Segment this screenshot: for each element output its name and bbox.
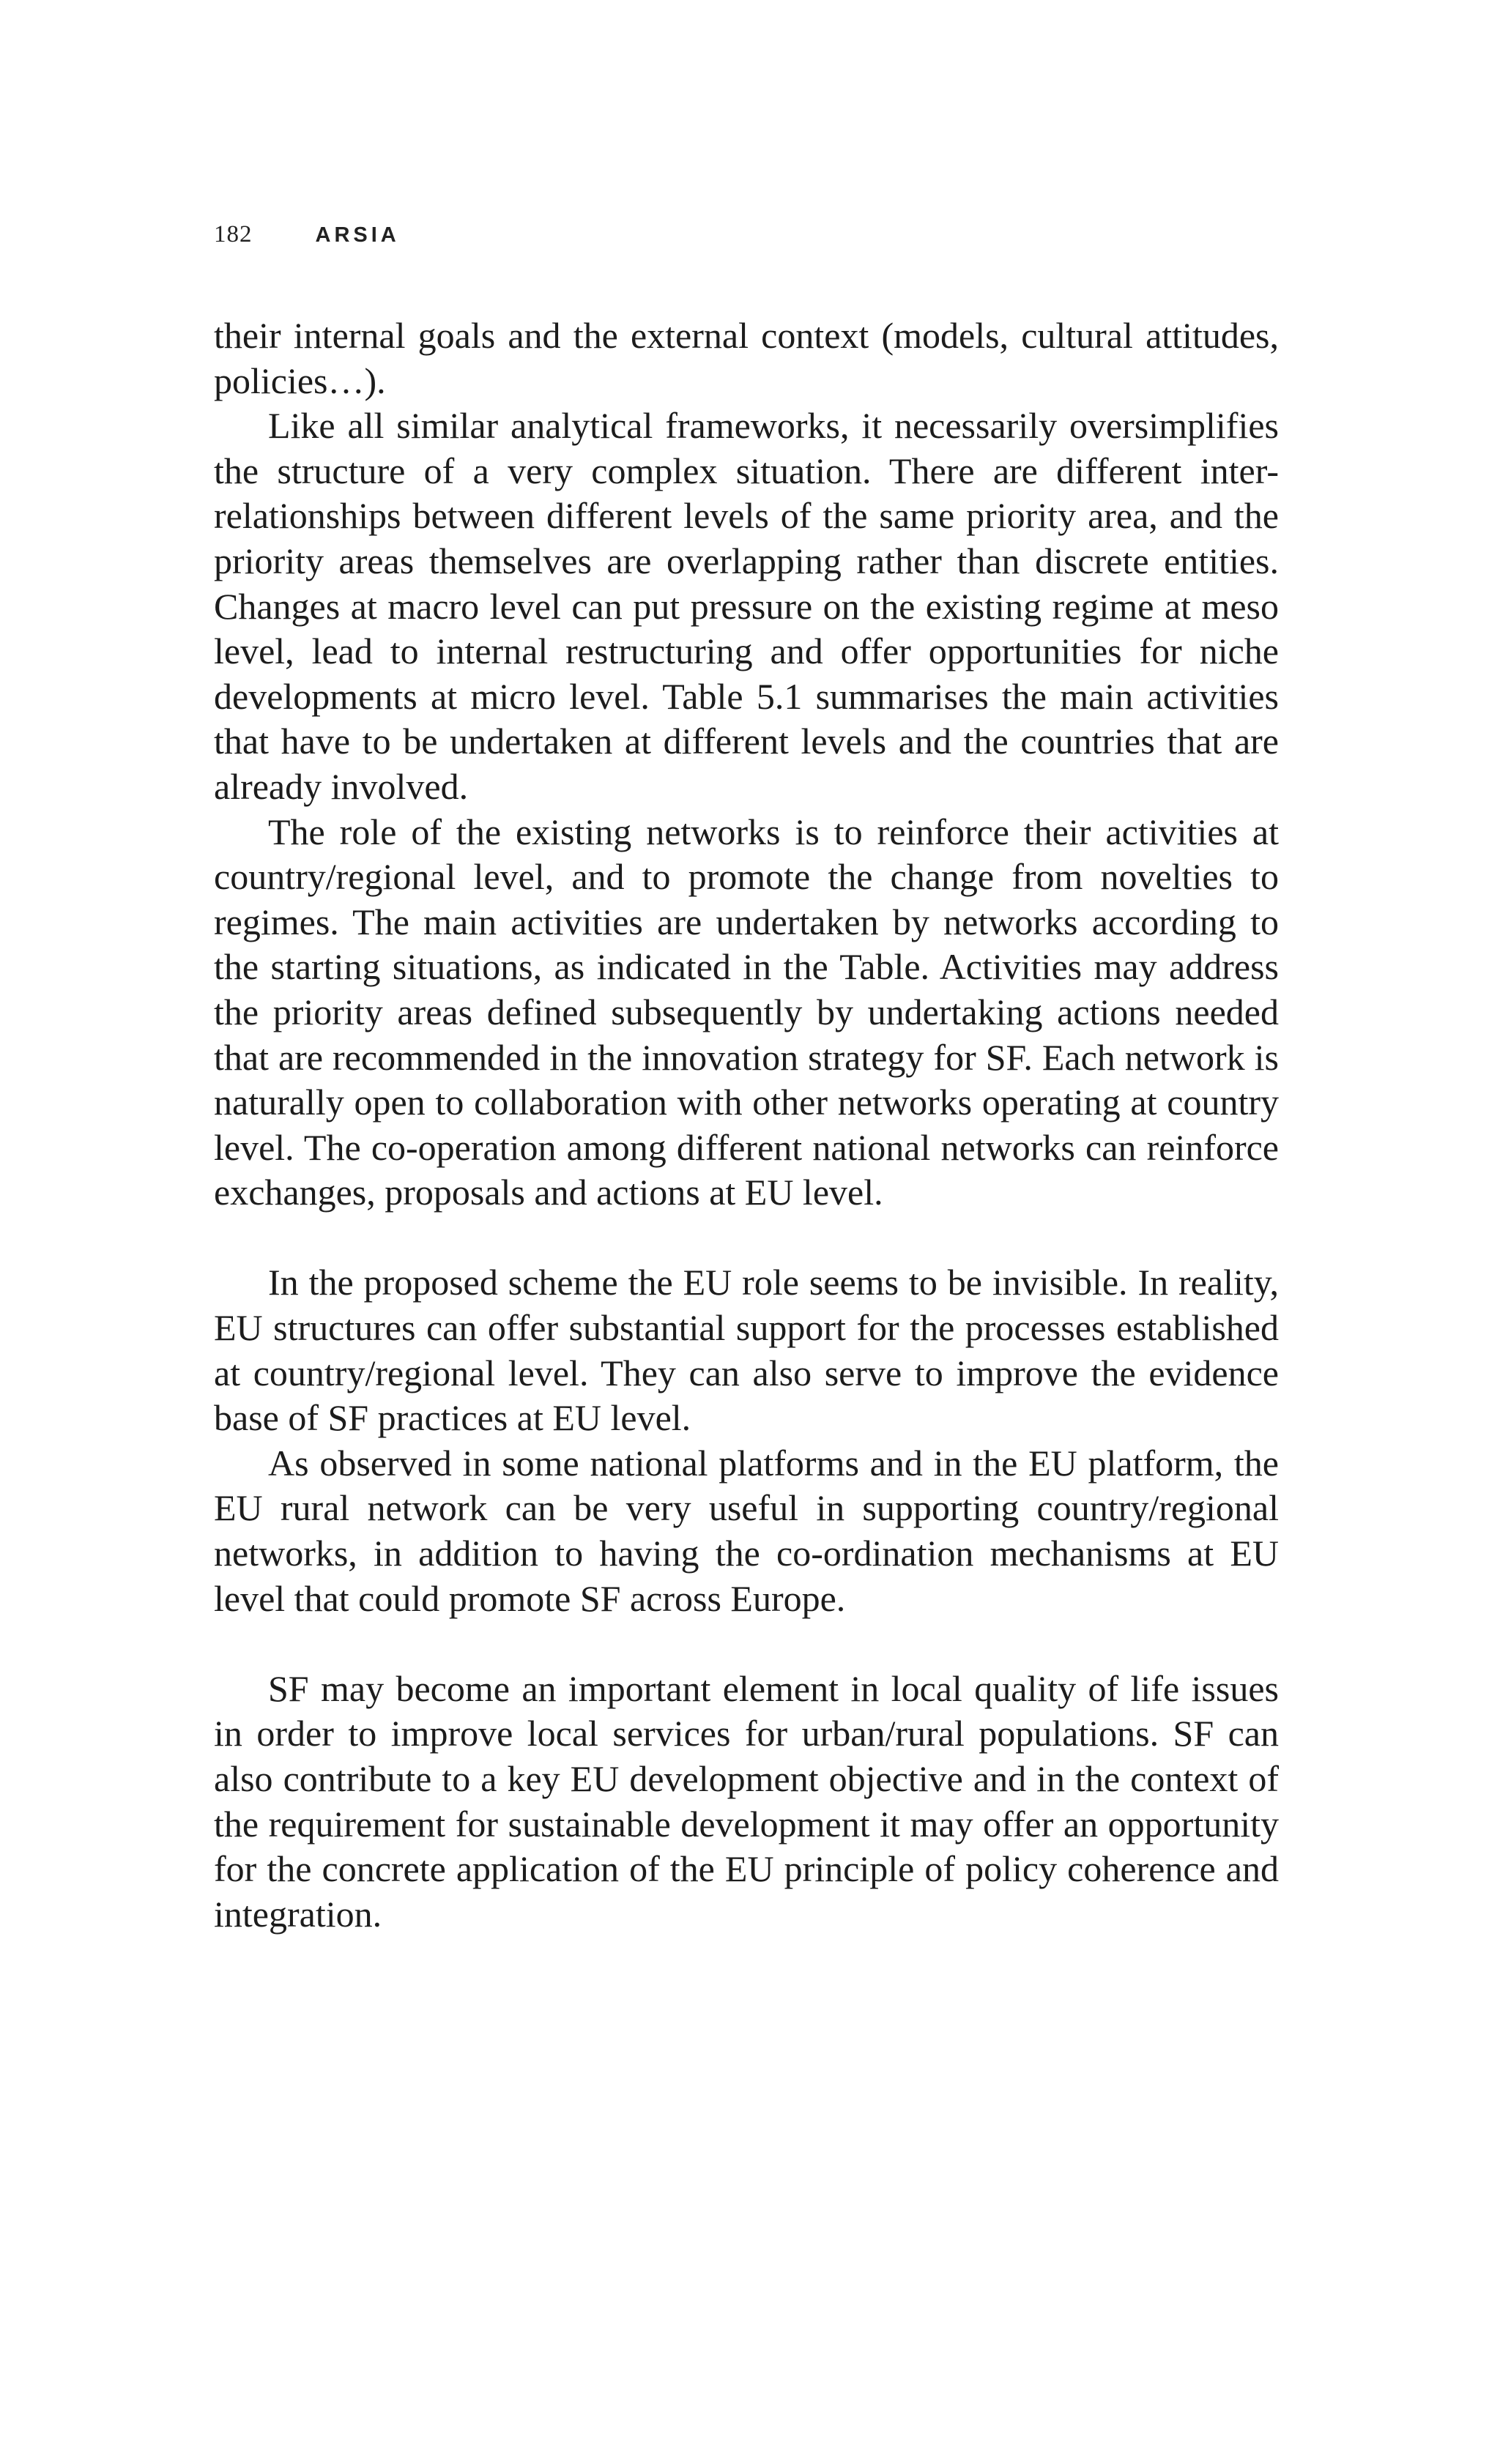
paragraph-eu-role: In the proposed scheme the EU role seems to be invisible. In reality, EU structures can offer substantial support for the processes established at country/regional level. They can also serve to improve the evidence base of SF practices at EU level. <box>214 1262 1279 1439</box>
paragraph-quality-of-life: SF may become an important element in local quality of life issues in order to improve local services for urban/rural populations. SF can also contribute to a key EU development objective and in the context of the requirement for sustainable development it may offer an opportunity for the concrete application of the EU principle of policy coherence and integration. <box>214 1667 1279 1935</box>
body-text <box>214 313 1279 1937</box>
paragraph-analytical-frameworks: Like all similar analytical frameworks, it necessarily oversimplifies the structure of a very complex situation. There are different inter-relationships between different levels of the same priority area, and the priority areas themselves are overlapping rather than discrete entities. Changes at macro level can put pressure on the existing regime at meso level, lead to internal restructuring and offer opportunities for niche developments at micro level. Table 5.1 summarises the main activities that have to be undertaken at different levels and the countries that are already involved. <box>214 405 1279 807</box>
paragraph-continued: their internal goals and the external context (models, cultural attitudes, policies…). <box>214 315 1279 401</box>
running-head <box>214 221 400 253</box>
paragraph-existing-networks: The role of the existing networks is to reinforce their activities at country/regional level, and to promote the change from novelties to regimes. The main activities are undertaken by networks according to the starting situations, as indicated in the Table. Activities may address the priority areas defined subsequently by undertaking actions needed that are recommended in the innovation strategy for SF. Each network is naturally open to collaboration with other networks operating at country level. The co-operation among different national networks can reinforce exchanges, proposals and actions at EU level. <box>214 811 1279 1213</box>
paragraph-eu-rural-network: As observed in some national platforms and in the EU platform, the EU rural network can be very useful in supporting country/regional networks, in addition to having the co-ordination mechanisms at EU level that could promote SF across Europe. <box>214 1442 1279 1619</box>
page-number: 182 <box>214 221 253 247</box>
journal-name: ARSIA <box>315 223 400 247</box>
